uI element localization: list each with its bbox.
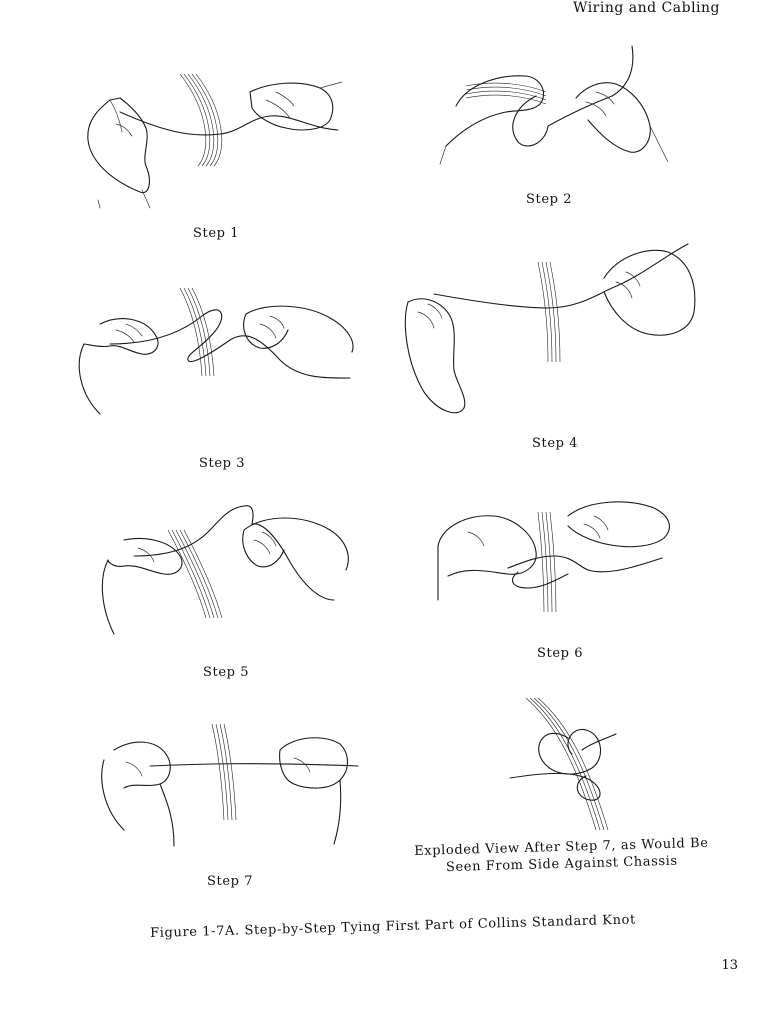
exploded-view-caption: [414, 835, 709, 877]
step-7-label: Step 7: [207, 874, 254, 889]
step-6-illustration: [438, 496, 678, 616]
step-4-illustration: [398, 242, 704, 422]
step-1-label: Step 1: [193, 226, 240, 241]
step-4-label: Step 4: [532, 436, 579, 451]
step-1-illustration: [80, 70, 350, 210]
step-5-label: Step 5: [203, 665, 250, 680]
figure-caption: Figure 1-7A. Step-by-Step Tying First Part of Collins Standard Knot: [150, 912, 637, 941]
step-2-illustration: [436, 46, 696, 176]
step-6-label: Step 6: [537, 646, 584, 661]
running-header: Wiring and Cabling: [573, 0, 720, 16]
step-3-illustration: [70, 284, 360, 424]
page-number: 13: [721, 958, 738, 973]
step-3-label: Step 3: [199, 456, 246, 471]
exploded-view-illustration: [506, 694, 626, 834]
step-5-illustration: [94, 500, 354, 640]
exploded-caption-line-1: Exploded View After Step 7, as Would Be: [414, 835, 709, 859]
exploded-caption-line-2: Seen From Side Against Chassis: [445, 853, 678, 876]
step-7-illustration: [94, 720, 364, 850]
step-2-label: Step 2: [526, 192, 573, 207]
